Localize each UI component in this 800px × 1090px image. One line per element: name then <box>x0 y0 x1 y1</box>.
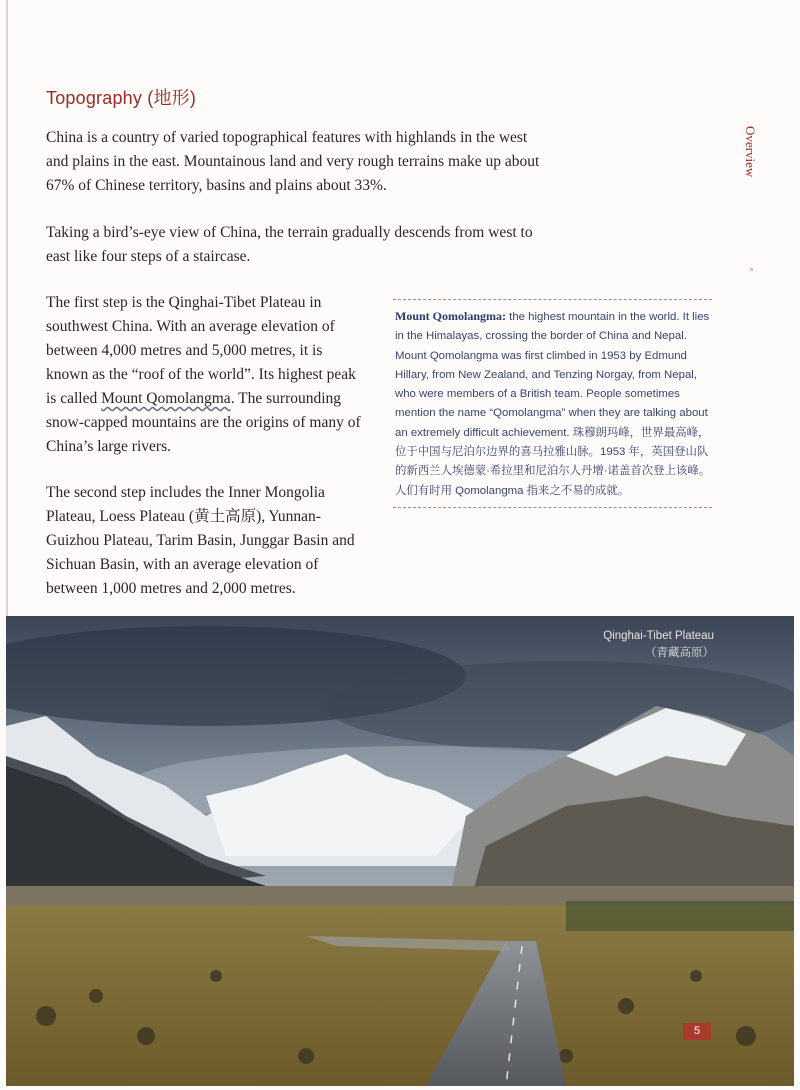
note-term: Mount Qomolangma: <box>395 309 506 323</box>
first-step-text-end: . The surrounding snow-capped mountains are the origins of many of China’s large rivers. <box>46 390 361 455</box>
side-mark <box>750 268 753 271</box>
section-heading: Topography (地形) <box>46 88 197 108</box>
page-spine <box>6 0 8 620</box>
plateau-photo <box>6 616 794 1086</box>
note-body: the highest mountain in the world. It lies in the Himalayas, crossing the border of China and Nepal. Mount Qomolangma was first climbed in 1953 by Edmund Hillary, from New Zealand, and Tenzing Norgay, from Nepal, who were members of a British team. People sometimes mention the name “Qomolangma” when they are talking about an extremely difficult achievement. 珠穆朗玛峰，世界最高峰，位于中国与尼泊尔边界的喜马拉雅山脉。1953 年，英国登山队的新西兰人埃德蒙·希拉里和尼泊尔人丹增·诺盖首次登上该峰。人们有时用 Qomolangma 指来之不易的成就。 <box>395 311 711 497</box>
mountain-landscape-image <box>6 616 794 1086</box>
photo-caption <box>603 628 714 662</box>
paragraph-staircase: Taking a bird’s-eye view of China, the terrain gradually descends from west to east like four steps of a staircase. <box>46 224 533 265</box>
caption-english: Qinghai-Tibet Plateau <box>603 630 714 642</box>
first-step-text: The first step is the Qinghai-Tibet Plateau in southwest China. With an average elevation of between 4,000 metres and 5,000 metres, it is known as the “roof of the world”. Its highest peak is called <box>46 294 356 407</box>
page-number: 5 <box>683 1023 711 1040</box>
paragraph-overview: China is a country of varied topographical features with highlands in the west and plains in the east. Mountainous land and very rough terrains make up about 67% of Chinese territory, basins and plains about 33%. <box>46 129 540 194</box>
chapter-side-tab: Overview <box>743 126 758 178</box>
caption-chinese: （青藏高原） <box>645 647 714 659</box>
glossary-note-box <box>393 299 712 508</box>
paragraph-first-step <box>46 291 366 459</box>
qomolangma-term: Mount Qomolangma <box>101 390 231 407</box>
paragraph-second-step: The second step includes the Inner Mongolia Plateau, Loess Plateau (黄土高原), Yunnan-Guizhou Plateau, Tarim Basin, Junggar Basin and Sichuan Basin, with an average elevation of between 1,000 metres and 2,000 metres. <box>46 484 355 597</box>
